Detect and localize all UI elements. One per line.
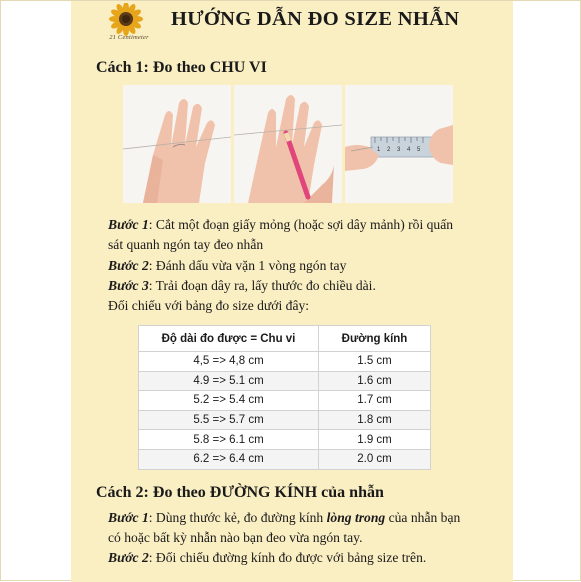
- photo-wrap-string: [123, 85, 231, 203]
- table-row: [139, 371, 431, 391]
- table-header-row: [139, 326, 431, 352]
- size-table: [138, 325, 431, 470]
- ruler-tick-2: 2: [387, 147, 391, 153]
- m2-step2-text: : Đối chiếu đường kính đo được với bảng size trên.: [148, 550, 427, 565]
- ruler-tick-1: 1: [377, 147, 381, 153]
- cell-circumference: 5.2 => 5.4 cm: [139, 391, 319, 411]
- ruler-tick-4: 4: [407, 147, 411, 153]
- step1-line2: sát quanh ngón tay đeo nhẫn: [108, 237, 264, 252]
- step2-label: Bước 2: [108, 258, 149, 273]
- m2-step2-label: Bước 2: [108, 550, 149, 565]
- photo-mark-pencil: [234, 85, 342, 203]
- column-header-diameter: Đường kính: [319, 326, 431, 352]
- m2-step1-label: Bước 1: [108, 510, 149, 525]
- m2-step1-text-pre: : Dùng thước kẻ, đo đường kính: [148, 510, 327, 525]
- method1-heading: Cách 1: Đo theo CHU VI: [96, 59, 267, 76]
- step2-text: : Đánh dấu vừa vặn 1 vòng ngón tay: [148, 258, 347, 273]
- method2-heading: Cách 2: Đo theo ĐƯỜNG KÍNH của nhẫn: [96, 484, 384, 501]
- m2-step1-line2: có hoặc bất kỳ nhẫn nào bạn đeo vừa ngón tay.: [108, 530, 363, 545]
- cell-circumference: 5.5 => 5.7 cm: [139, 410, 319, 430]
- ruler-tick-5: 5: [417, 147, 421, 153]
- table-row: [139, 410, 431, 430]
- table-row: [139, 352, 431, 372]
- cell-circumference: 4.9 => 5.1 cm: [139, 371, 319, 391]
- page-title: HƯỚNG DẪN ĐO SIZE NHẪN: [171, 8, 460, 30]
- cell-diameter: 1.7 cm: [319, 391, 431, 411]
- cell-circumference: 4,5 => 4,8 cm: [139, 352, 319, 372]
- step1-line1: [108, 215, 453, 235]
- cell-diameter: 2.0 cm: [319, 449, 431, 469]
- step3-line: [108, 276, 376, 296]
- cell-diameter: 1.6 cm: [319, 371, 431, 391]
- table-intro-note: Đối chiếu với bảng đo size dưới đây:: [108, 298, 310, 313]
- cell-diameter: 1.8 cm: [319, 410, 431, 430]
- step3-label: Bước 3: [108, 278, 149, 293]
- ruler-tick-3: 3: [397, 147, 401, 153]
- table-row: [139, 430, 431, 450]
- m2-step1-text-post: của nhẫn bạn: [385, 510, 461, 525]
- cell-diameter: 1.9 cm: [319, 430, 431, 450]
- table-row: [139, 449, 431, 469]
- cell-circumference: 5.8 => 6.1 cm: [139, 430, 319, 450]
- step3-text: : Trải đoạn dây ra, lấy thước đo chiều dài.: [148, 278, 376, 293]
- step1-label: Bước 1: [108, 217, 149, 232]
- m2-step1-emphasis: lòng trong: [326, 510, 386, 525]
- photo-ruler: [345, 85, 453, 203]
- cell-diameter: 1.5 cm: [319, 352, 431, 372]
- table-row: [139, 391, 431, 411]
- cell-circumference: 6.2 => 6.4 cm: [139, 449, 319, 469]
- m2-step1-line1: [108, 508, 460, 528]
- step2-line: [108, 256, 346, 276]
- step1-text: : Cắt một đoạn giấy mỏng (hoặc sợi dây mảnh) rồi quấn: [148, 217, 454, 232]
- logo-caption: 21 Centimeter: [109, 34, 149, 41]
- column-header-circumference: Độ dài đo được = Chu vi: [139, 326, 319, 352]
- m2-step2-line: [108, 548, 426, 568]
